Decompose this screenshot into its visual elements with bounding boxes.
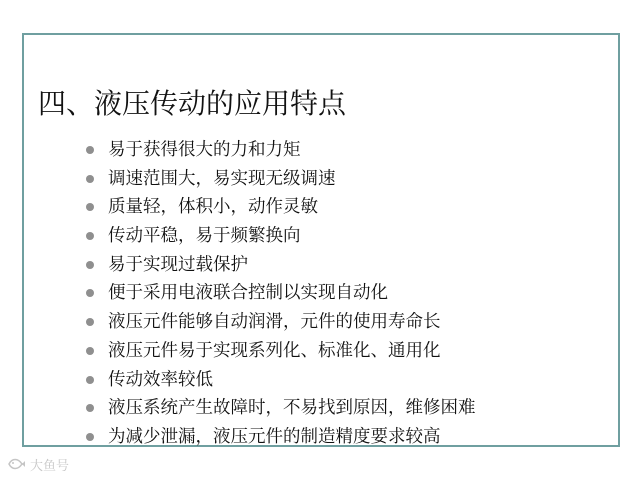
list-item (86, 136, 606, 165)
bullet-dot-icon (86, 146, 94, 154)
list-item (86, 308, 606, 337)
list-item (86, 193, 606, 222)
list-item (86, 394, 606, 423)
bullet-dot-icon (86, 318, 94, 326)
bullet-text: 易于实现过载保护 (108, 254, 248, 275)
bullet-dot-icon (86, 376, 94, 384)
bullet-list (86, 136, 606, 452)
bullet-dot-icon (86, 289, 94, 297)
bullet-text: 传动平稳，易于频繁换向 (108, 226, 301, 247)
bullet-dot-icon (86, 203, 94, 211)
bullet-text: 传动效率较低 (108, 369, 213, 390)
bullet-dot-icon (86, 175, 94, 183)
list-item (86, 423, 606, 452)
list-item (86, 337, 606, 366)
bullet-dot-icon (86, 261, 94, 269)
bullet-text: 液压元件易于实现系列化、标准化、通用化 (108, 340, 441, 361)
bullet-text: 质量轻，体积小，动作灵敏 (108, 197, 318, 218)
bullet-text: 便于采用电液联合控制以实现自动化 (108, 283, 388, 304)
list-item (86, 366, 606, 395)
watermark-text: 大鱼号 (30, 457, 70, 473)
watermark (6, 454, 69, 474)
bullet-text: 为减少泄漏，液压元件的制造精度要求较高 (108, 426, 441, 447)
slide-title: 四、液压传动的应用特点 (38, 87, 347, 120)
list-item (86, 222, 606, 251)
bullet-text: 液压元件能够自动润滑，元件的使用寿命长 (108, 312, 441, 333)
list-item (86, 165, 606, 194)
bullet-text: 液压系统产生故障时，不易找到原因，维修困难 (108, 398, 476, 419)
bullet-dot-icon (86, 404, 94, 412)
bullet-text: 易于获得很大的力和力矩 (108, 140, 301, 160)
fish-logo-icon (6, 454, 26, 474)
bullet-dot-icon (86, 232, 94, 240)
bullet-text: 调速范围大，易实现无级调速 (108, 168, 336, 189)
bullet-dot-icon (86, 433, 94, 441)
list-item (86, 251, 606, 280)
bullet-dot-icon (86, 347, 94, 355)
list-item (86, 279, 606, 308)
